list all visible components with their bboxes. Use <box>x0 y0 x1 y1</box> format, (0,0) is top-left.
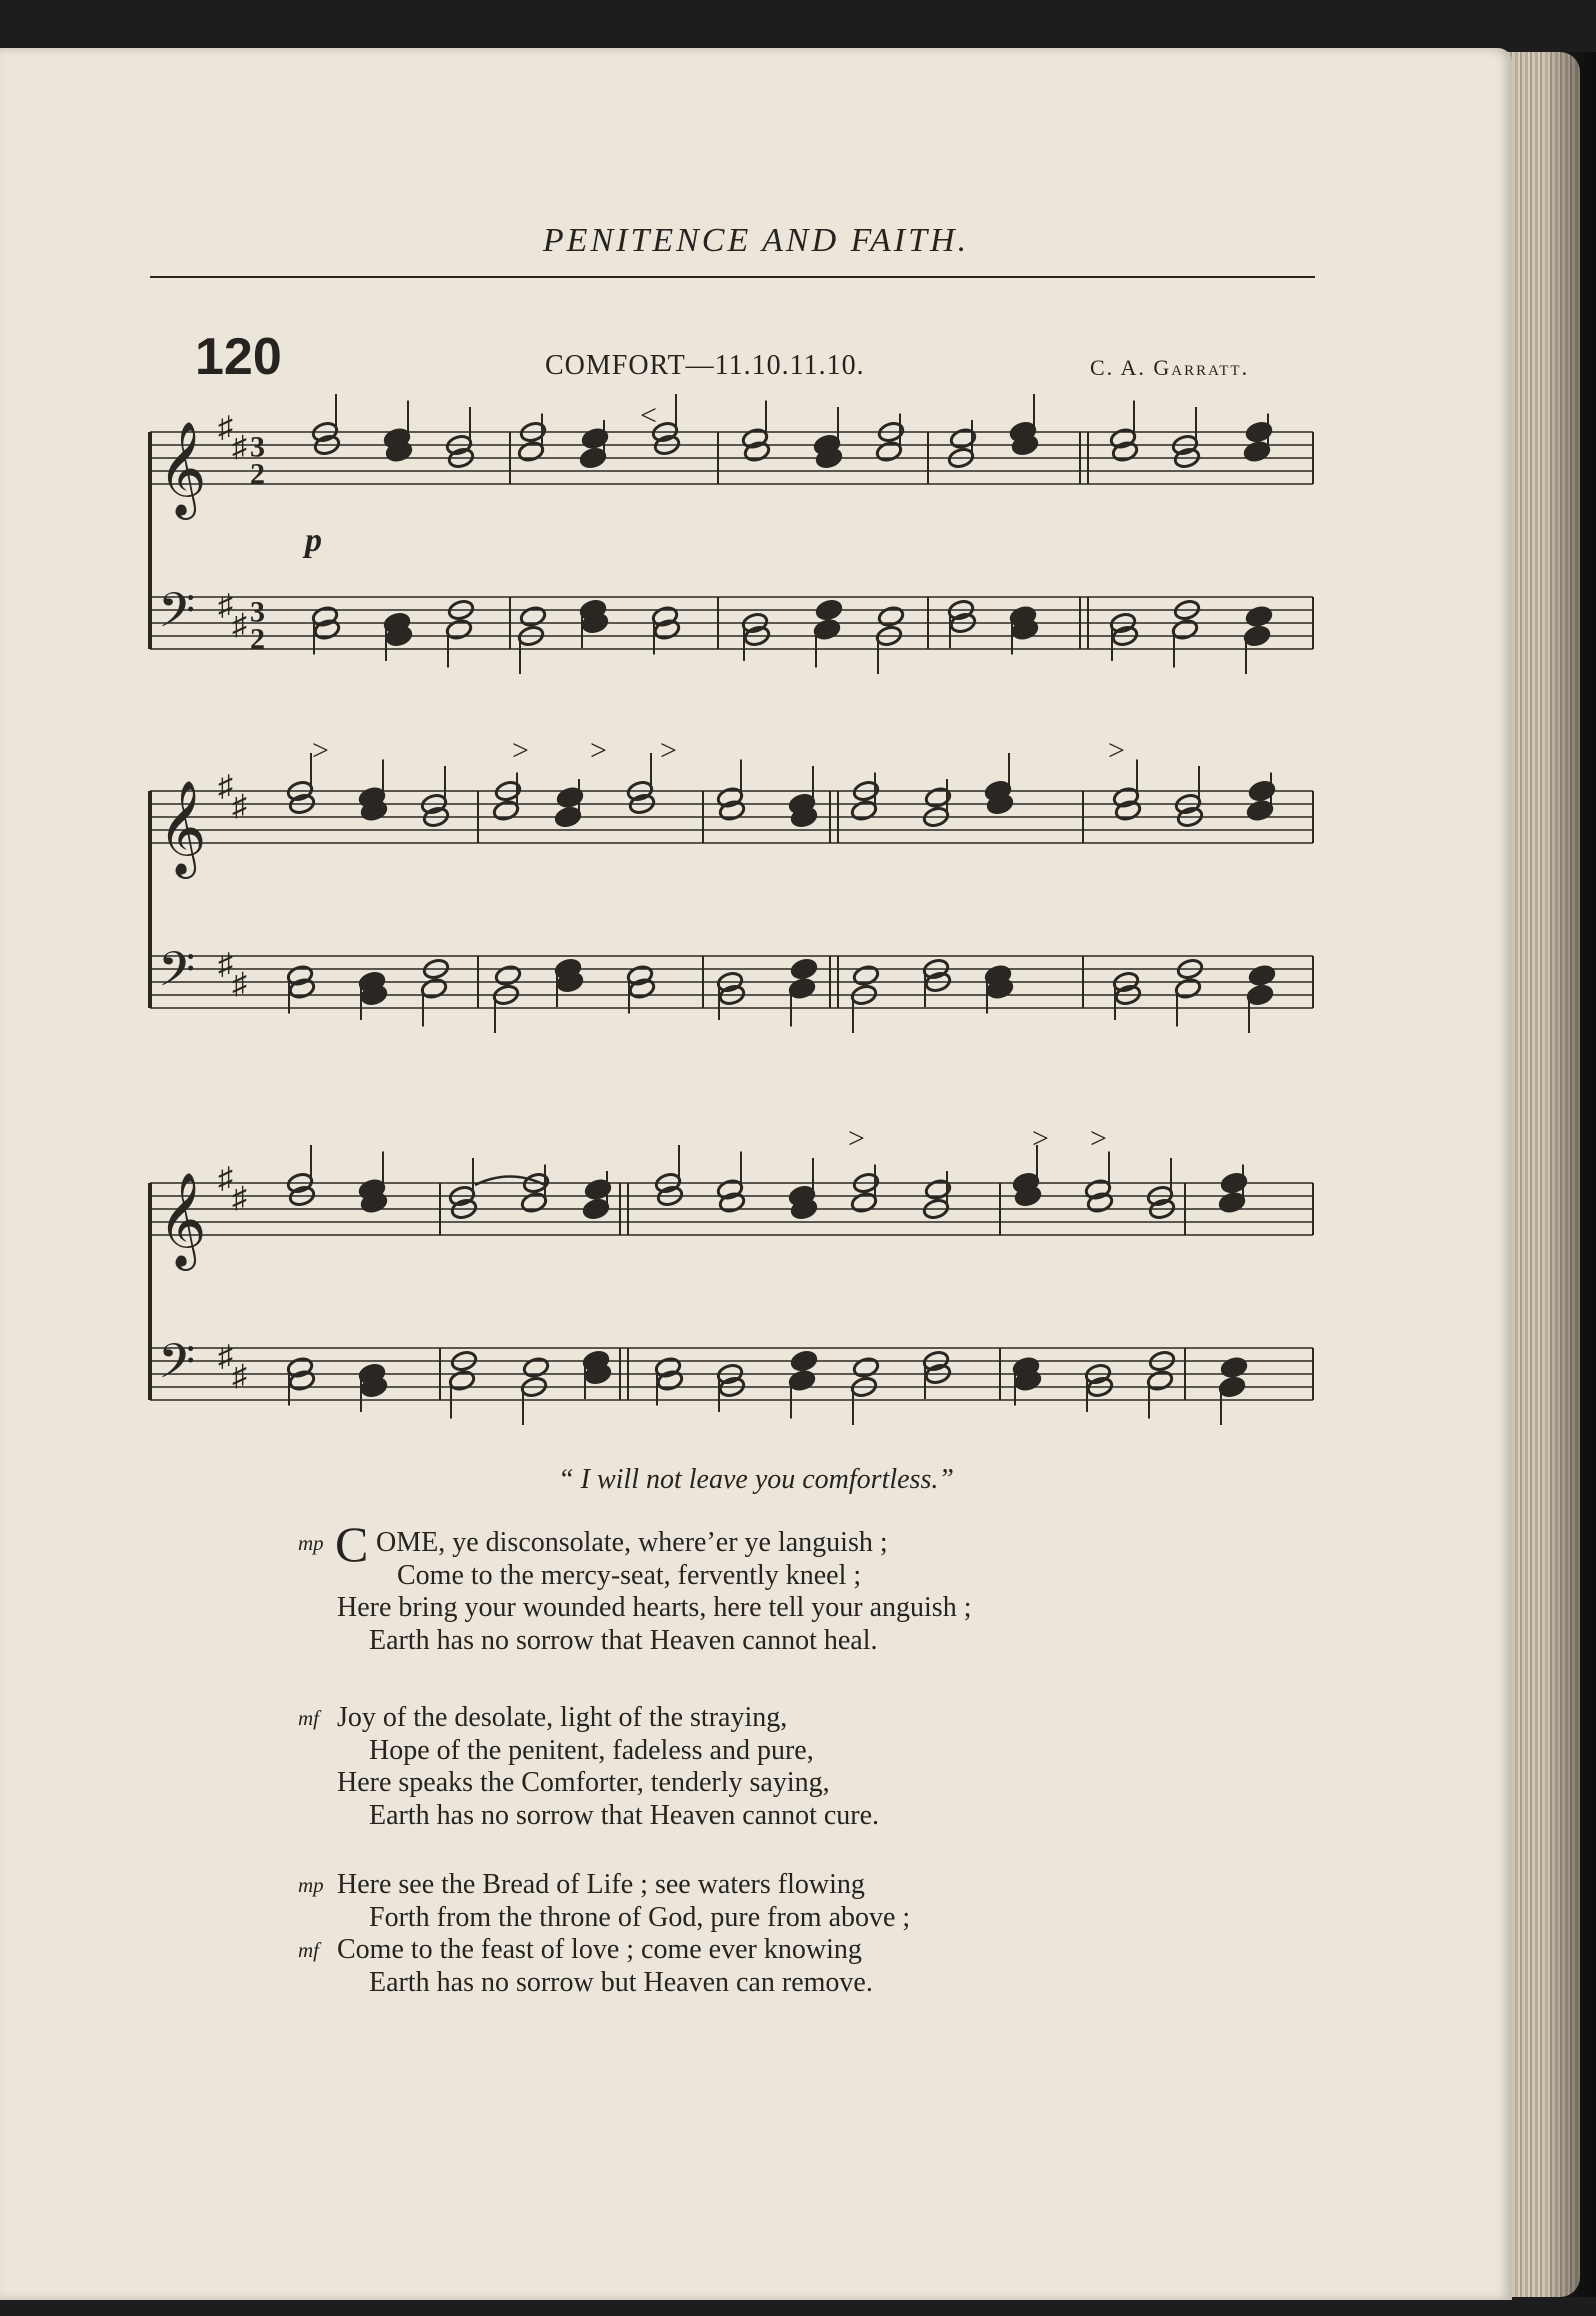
note-head <box>718 1191 746 1214</box>
key-sharp: ♯ <box>232 430 247 464</box>
staff-systems <box>150 394 1313 1425</box>
note-head <box>1218 1376 1246 1399</box>
note-head <box>554 806 582 829</box>
verse-line: Come to the feast of love ; come ever knowing <box>337 1934 862 1965</box>
note-head <box>1112 786 1140 809</box>
time-signature: 2 <box>250 457 265 491</box>
time-signature: 2 <box>250 622 265 656</box>
tune-title: COMFORT—11.10.11.10. <box>545 350 865 381</box>
treble-clef: 𝄞 <box>158 780 207 875</box>
note-head <box>628 977 656 1000</box>
note-head <box>877 605 905 628</box>
binding-shadow <box>1548 52 1596 2297</box>
note-head <box>741 427 769 450</box>
note-head <box>1109 427 1137 450</box>
note-head <box>653 618 681 641</box>
verse-line: Earth has no sorrow that Heaven cannot heal. <box>369 1625 878 1656</box>
note-head <box>313 618 341 641</box>
accent-mark: > <box>848 1122 865 1155</box>
note-head <box>1248 964 1276 987</box>
stanza-dynamic: mf <box>298 1706 319 1730</box>
verse-line: Hope of the penitent, fadeless and pure, <box>369 1735 814 1766</box>
verse-line: Earth has no sorrow that Heaven cannot cure. <box>369 1800 880 1831</box>
opening-dynamic: p <box>305 522 322 559</box>
note-head <box>1174 977 1202 1000</box>
treble-clef: 𝄞 <box>158 1172 207 1267</box>
note-head <box>519 605 547 628</box>
composer: C. A. Garratt. <box>1090 355 1250 380</box>
note-head <box>850 799 878 822</box>
note-head <box>579 447 607 470</box>
verse-line: Here speaks the Comforter, tenderly saying, <box>337 1767 830 1798</box>
note-head <box>420 977 448 1000</box>
verse-line: Earth has no sorrow but Heaven can remove. <box>369 1967 873 1998</box>
hymn-number: 120 <box>195 328 282 386</box>
note-head <box>1171 618 1199 641</box>
key-sharp: ♯ <box>218 770 233 804</box>
accent-mark: > <box>1108 734 1125 767</box>
time-signature: 3 <box>250 430 265 464</box>
running-title: PENITENCE AND FAITH. <box>542 222 970 259</box>
accent-mark: > <box>1090 1122 1107 1155</box>
note-head <box>448 1369 476 1392</box>
note-head <box>1220 1356 1248 1379</box>
note-head <box>788 977 816 1000</box>
note-head <box>517 440 545 463</box>
verse-line: Joy of the desolate, light of the straying, <box>337 1702 788 1733</box>
note-head <box>788 1369 816 1392</box>
verse-line: Here see the Bread of Life ; see waters flowing <box>337 1869 865 1900</box>
note-head <box>286 1356 314 1379</box>
note-head <box>311 605 339 628</box>
key-sharp: ♯ <box>232 967 247 1001</box>
key-sharp: ♯ <box>232 1181 247 1215</box>
stanza-dynamic: mp <box>298 1531 324 1555</box>
note-head <box>716 1178 744 1201</box>
accent-mark: > <box>1032 1122 1049 1155</box>
accent-mark: > <box>312 734 329 767</box>
key-sharp: ♯ <box>218 589 233 623</box>
note-head <box>288 1369 316 1392</box>
note-head <box>656 1369 684 1392</box>
key-sharp: ♯ <box>232 608 247 642</box>
bass-clef: 𝄢 <box>158 582 196 650</box>
note-head <box>626 964 654 987</box>
note-head <box>1114 799 1142 822</box>
note-head <box>1146 1369 1174 1392</box>
note-head <box>288 977 316 1000</box>
note-head <box>852 964 880 987</box>
verse-line: Here bring your wounded hearts, here tell your anguish ; <box>337 1592 972 1623</box>
epigraph: “ I will not leave you comfortless.” <box>558 1464 954 1495</box>
key-sharp: ♯ <box>218 1162 233 1196</box>
note-head <box>790 958 818 981</box>
note-head <box>875 440 903 463</box>
note-head <box>654 1356 682 1379</box>
note-head <box>522 1356 550 1379</box>
accent-mark: > <box>590 734 607 767</box>
note-head <box>815 599 843 622</box>
note-head <box>1111 440 1139 463</box>
stanza-dynamic: mf <box>298 1938 319 1962</box>
bass-clef: 𝄢 <box>158 1333 196 1401</box>
note-head <box>1086 1191 1114 1214</box>
accent-mark: > <box>660 734 677 767</box>
note-head <box>651 605 679 628</box>
note-head <box>1246 799 1274 822</box>
note-head <box>1243 440 1271 463</box>
accent-mark: > <box>512 734 529 767</box>
drop-cap: C <box>335 1516 369 1572</box>
crescendo-mark: < <box>640 399 657 432</box>
note-head <box>286 964 314 987</box>
note-head <box>1245 605 1273 628</box>
verse-line: OME, ye disconsolate, where’er ye languish ; <box>376 1527 888 1558</box>
key-sharp: ♯ <box>218 411 233 445</box>
note-head <box>790 1350 818 1373</box>
note-head <box>492 799 520 822</box>
key-sharp: ♯ <box>218 1340 233 1374</box>
note-head <box>850 1191 878 1214</box>
time-signature: 3 <box>250 595 265 629</box>
note-head <box>445 618 473 641</box>
note-head <box>718 799 746 822</box>
verse-line: Come to the mercy-seat, fervently kneel ; <box>397 1560 862 1591</box>
key-sharp: ♯ <box>232 1359 247 1393</box>
note-head <box>716 786 744 809</box>
key-sharp: ♯ <box>218 948 233 982</box>
note-head <box>1243 625 1271 648</box>
note-head <box>813 618 841 641</box>
note-head <box>852 1356 880 1379</box>
note-head <box>520 1191 548 1214</box>
note-head <box>494 964 522 987</box>
key-sharp: ♯ <box>232 789 247 823</box>
note-head <box>1084 1178 1112 1201</box>
note-head <box>582 1198 610 1221</box>
verse-line: Forth from the throne of God, pure from above ; <box>369 1902 911 1933</box>
note-head <box>1218 1191 1246 1214</box>
note-head <box>1246 984 1274 1007</box>
treble-clef: 𝄞 <box>158 421 207 516</box>
bass-clef: 𝄢 <box>158 941 196 1009</box>
stanza-dynamic: mp <box>298 1873 324 1897</box>
note-head <box>743 440 771 463</box>
